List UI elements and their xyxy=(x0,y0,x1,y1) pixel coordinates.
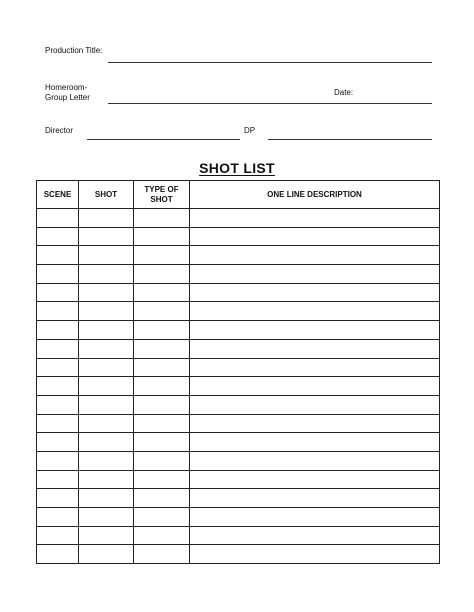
type-of-shot-cell[interactable] xyxy=(134,302,190,321)
production-title-label: Production Title: xyxy=(45,46,103,55)
table-row xyxy=(37,395,440,414)
scene-cell[interactable] xyxy=(37,321,79,340)
homeroom-label-line1: Homeroom- xyxy=(45,83,88,92)
production-title-line[interactable] xyxy=(108,62,432,63)
shot-list-body xyxy=(37,209,440,564)
table-row xyxy=(37,227,440,246)
description-cell[interactable] xyxy=(190,227,440,246)
homeroom-label xyxy=(45,83,90,103)
table-row xyxy=(37,358,440,377)
scene-cell[interactable] xyxy=(37,209,79,228)
table-row xyxy=(37,283,440,302)
table-row xyxy=(37,265,440,284)
type-of-shot-cell[interactable] xyxy=(134,508,190,527)
dp-line[interactable] xyxy=(268,139,432,140)
description-cell[interactable] xyxy=(190,339,440,358)
description-cell[interactable] xyxy=(190,283,440,302)
scene-cell[interactable] xyxy=(37,227,79,246)
scene-cell[interactable] xyxy=(37,470,79,489)
description-cell[interactable] xyxy=(190,470,440,489)
table-row xyxy=(37,433,440,452)
type-of-shot-cell[interactable] xyxy=(134,526,190,545)
description-cell[interactable] xyxy=(190,265,440,284)
table-row xyxy=(37,414,440,433)
scene-cell[interactable] xyxy=(37,508,79,527)
type-of-shot-cell[interactable] xyxy=(134,414,190,433)
scene-cell[interactable] xyxy=(37,339,79,358)
table-row xyxy=(37,470,440,489)
column-header-description: ONE LINE DESCRIPTION xyxy=(190,181,440,209)
description-cell[interactable] xyxy=(190,414,440,433)
table-row xyxy=(37,321,440,340)
description-cell[interactable] xyxy=(190,395,440,414)
type-of-shot-cell[interactable] xyxy=(134,451,190,470)
column-header-scene: SCENE xyxy=(37,181,79,209)
shot-cell[interactable] xyxy=(79,283,134,302)
type-of-shot-cell[interactable] xyxy=(134,470,190,489)
scene-cell[interactable] xyxy=(37,265,79,284)
shot-cell[interactable] xyxy=(79,302,134,321)
description-cell[interactable] xyxy=(190,302,440,321)
type-of-shot-line2: SHOT xyxy=(150,194,173,204)
shot-list-table xyxy=(36,180,440,564)
table-row xyxy=(37,209,440,228)
table-row xyxy=(37,302,440,321)
shot-cell[interactable] xyxy=(79,246,134,265)
table-row xyxy=(37,377,440,396)
type-of-shot-cell[interactable] xyxy=(134,489,190,508)
scene-cell[interactable] xyxy=(37,302,79,321)
scene-cell[interactable] xyxy=(37,377,79,396)
type-of-shot-cell[interactable] xyxy=(134,227,190,246)
type-of-shot-line1: TYPE OF xyxy=(144,184,179,194)
scene-cell[interactable] xyxy=(37,433,79,452)
description-cell[interactable] xyxy=(190,489,440,508)
page-title xyxy=(0,160,474,176)
shot-cell[interactable] xyxy=(79,395,134,414)
type-of-shot-cell[interactable] xyxy=(134,433,190,452)
type-of-shot-cell[interactable] xyxy=(134,209,190,228)
scene-cell[interactable] xyxy=(37,414,79,433)
description-cell[interactable] xyxy=(190,545,440,564)
table-row xyxy=(37,246,440,265)
shot-cell[interactable] xyxy=(79,470,134,489)
scene-cell[interactable] xyxy=(37,451,79,470)
shot-cell[interactable] xyxy=(79,526,134,545)
description-cell[interactable] xyxy=(190,246,440,265)
table-row xyxy=(37,339,440,358)
director-line[interactable] xyxy=(87,139,240,140)
description-cell[interactable] xyxy=(190,451,440,470)
type-of-shot-cell[interactable] xyxy=(134,321,190,340)
shot-cell[interactable] xyxy=(79,265,134,284)
type-of-shot-cell[interactable] xyxy=(134,395,190,414)
shot-cell[interactable] xyxy=(79,489,134,508)
column-header-type-of-shot xyxy=(134,181,190,209)
scene-cell[interactable] xyxy=(37,545,79,564)
shot-cell[interactable] xyxy=(79,433,134,452)
homeroom-label-line2: Group Letter xyxy=(45,93,90,102)
type-of-shot-cell[interactable] xyxy=(134,358,190,377)
shot-cell[interactable] xyxy=(79,414,134,433)
page-title-text: SHOT LIST xyxy=(199,160,275,176)
scene-cell[interactable] xyxy=(37,358,79,377)
director-label: Director xyxy=(45,126,74,135)
scene-cell[interactable] xyxy=(37,246,79,265)
scene-cell[interactable] xyxy=(37,489,79,508)
shot-cell[interactable] xyxy=(79,209,134,228)
table-row xyxy=(37,489,440,508)
shot-cell[interactable] xyxy=(79,339,134,358)
shot-cell[interactable] xyxy=(79,321,134,340)
type-of-shot-cell[interactable] xyxy=(134,246,190,265)
description-cell[interactable] xyxy=(190,209,440,228)
description-cell[interactable] xyxy=(190,526,440,545)
table-row xyxy=(37,508,440,527)
shot-cell[interactable] xyxy=(79,508,134,527)
type-of-shot-cell[interactable] xyxy=(134,339,190,358)
dp-label: DP xyxy=(244,126,256,135)
shot-cell[interactable] xyxy=(79,377,134,396)
date-label: Date: xyxy=(334,88,354,97)
scene-cell[interactable] xyxy=(37,526,79,545)
date-line[interactable] xyxy=(314,103,432,104)
table-row xyxy=(37,526,440,545)
description-cell[interactable] xyxy=(190,321,440,340)
description-cell[interactable] xyxy=(190,433,440,452)
type-of-shot-cell[interactable] xyxy=(134,283,190,302)
shot-cell[interactable] xyxy=(79,451,134,470)
table-row xyxy=(37,545,440,564)
column-header-shot: SHOT xyxy=(79,181,134,209)
table-header-row xyxy=(37,181,440,209)
type-of-shot-cell[interactable] xyxy=(134,545,190,564)
homeroom-line[interactable] xyxy=(108,103,314,104)
table-row xyxy=(37,451,440,470)
description-cell[interactable] xyxy=(190,358,440,377)
type-of-shot-cell[interactable] xyxy=(134,377,190,396)
shot-cell[interactable] xyxy=(79,358,134,377)
shot-cell[interactable] xyxy=(79,545,134,564)
description-cell[interactable] xyxy=(190,508,440,527)
scene-cell[interactable] xyxy=(37,283,79,302)
type-of-shot-cell[interactable] xyxy=(134,265,190,284)
shot-cell[interactable] xyxy=(79,227,134,246)
description-cell[interactable] xyxy=(190,377,440,396)
scene-cell[interactable] xyxy=(37,395,79,414)
